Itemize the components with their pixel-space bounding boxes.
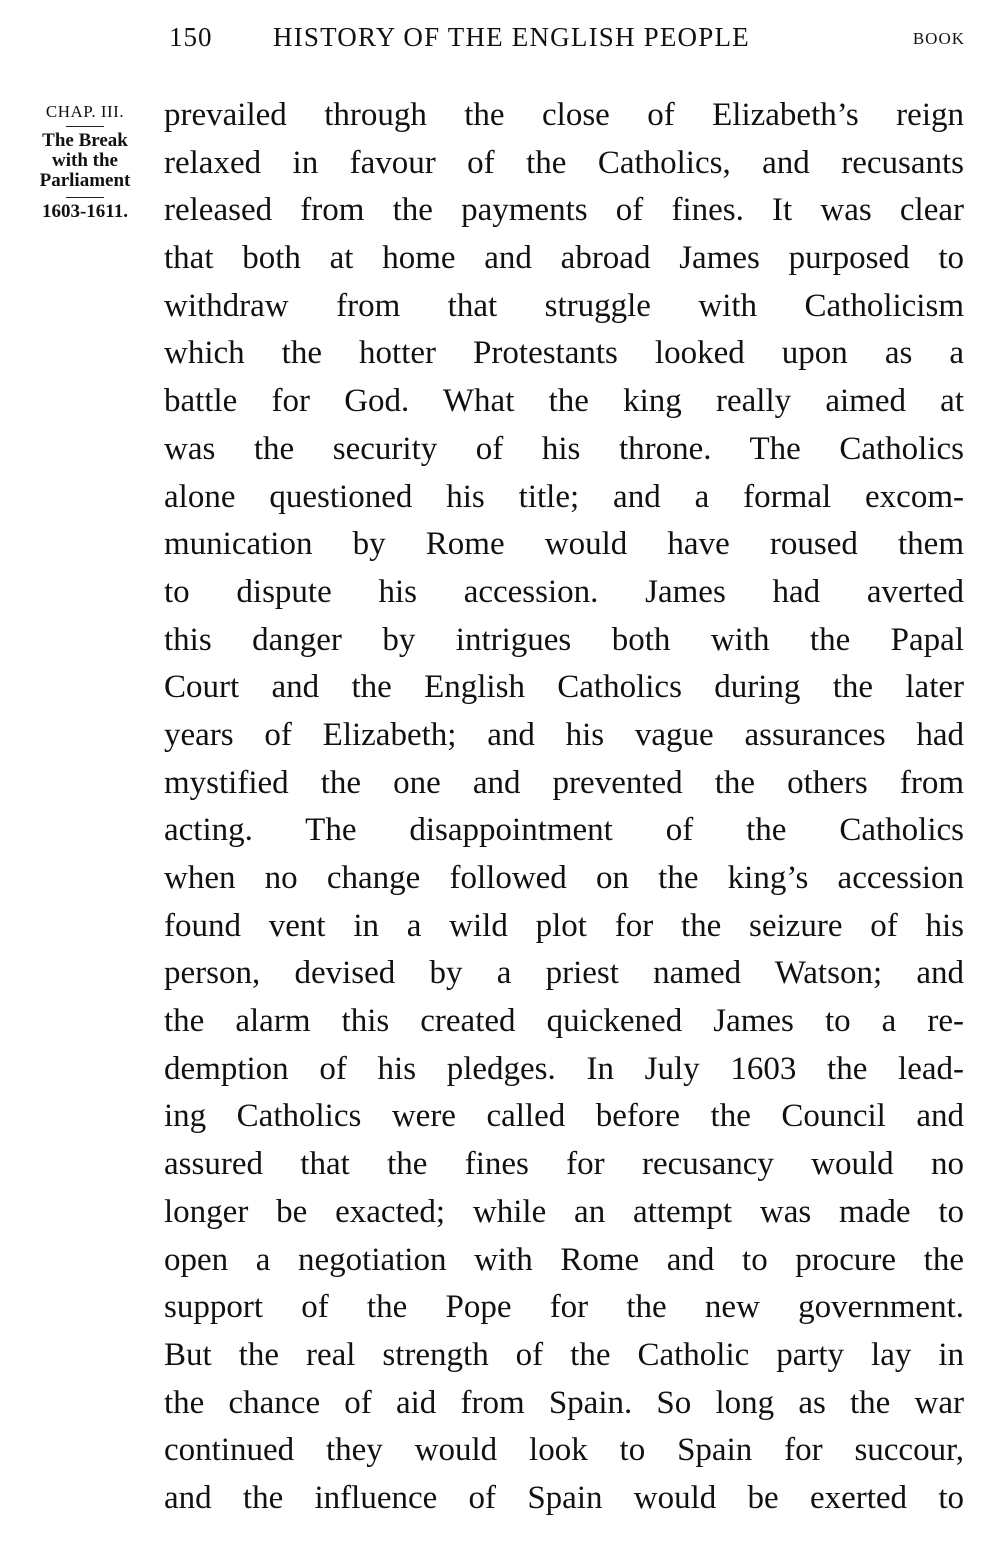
topic-line-2: with the [52, 150, 118, 171]
text-line: found vent in a wild plot for the seizure of his [164, 907, 964, 944]
text-line: battle for God. What the king really aimed at [164, 383, 964, 420]
text-line: to dispute his accession. James had averted [164, 573, 964, 610]
text-line: released from the payments of fines. It was clear [164, 192, 964, 229]
text-line: and the influence of Spain would be exerted to [164, 1479, 964, 1516]
text-line: was the security of his throne. The Catholics [164, 430, 964, 467]
text-line: person, devised by a priest named Watson; and [164, 955, 964, 992]
body-text [164, 92, 964, 1523]
text-line: alone questioned his title; and a formal excom- [164, 478, 964, 515]
text-line: when no change followed on the king’s accession [164, 860, 964, 896]
text-line: Court and the English Catholics during the later [164, 669, 964, 706]
text-line: prevailed through the close of Elizabeth’s reign [164, 97, 964, 133]
text-line: support of the Pope for the new government. [164, 1289, 964, 1326]
text-line: relaxed in favour of the Catholics, and recusants [164, 144, 964, 181]
text-line: acting. The disappointment of the Catholics [164, 812, 964, 849]
date-range: 1603-1611. [41, 201, 129, 222]
margin-rule-top [66, 126, 104, 127]
text-line: this danger by intrigues both with the Papal [164, 621, 964, 658]
text-line: that both at home and abroad James purposed to [164, 240, 964, 277]
margin-note [14, 103, 156, 221]
topic-line-1: The Break [42, 130, 128, 151]
topic-line-3: Parliament [39, 170, 131, 191]
text-line: withdraw from that struggle with Catholicism [164, 287, 964, 324]
text-line: longer be exacted; while an attempt was made to [164, 1193, 964, 1230]
text-line: demption of his pledges. In July 1603 the lead- [164, 1050, 964, 1087]
text-line: mystified the one and prevented the others from [164, 764, 964, 801]
text-line: the chance of aid from Spain. So long as the war [164, 1384, 964, 1421]
text-line: munication by Rome would have roused them [164, 526, 964, 563]
text-line: But the real strength of the Catholic party lay in [164, 1336, 964, 1373]
text-line: the alarm this created quickened James to a re- [164, 1003, 964, 1040]
text-line: continued they would look to Spain for succour, [164, 1432, 964, 1469]
page-number: 150 [169, 22, 213, 52]
text-line: open a negotiation with Rome and to procure the [164, 1241, 964, 1278]
text-line: which the hotter Protestants looked upon as a [164, 335, 964, 372]
page-header [165, 22, 965, 62]
text-line: ing Catholics were called before the Council and [164, 1098, 964, 1135]
text-line: years of Elizabeth; and his vague assurances had [164, 716, 964, 753]
chapter-label: CHAP. III. [45, 102, 125, 121]
book-label: BOOK [912, 29, 965, 48]
running-title: HISTORY OF THE ENGLISH PEOPLE [273, 22, 750, 52]
text-line: assured that the fines for recusancy would no [164, 1146, 964, 1183]
margin-rule-bottom [66, 197, 104, 198]
